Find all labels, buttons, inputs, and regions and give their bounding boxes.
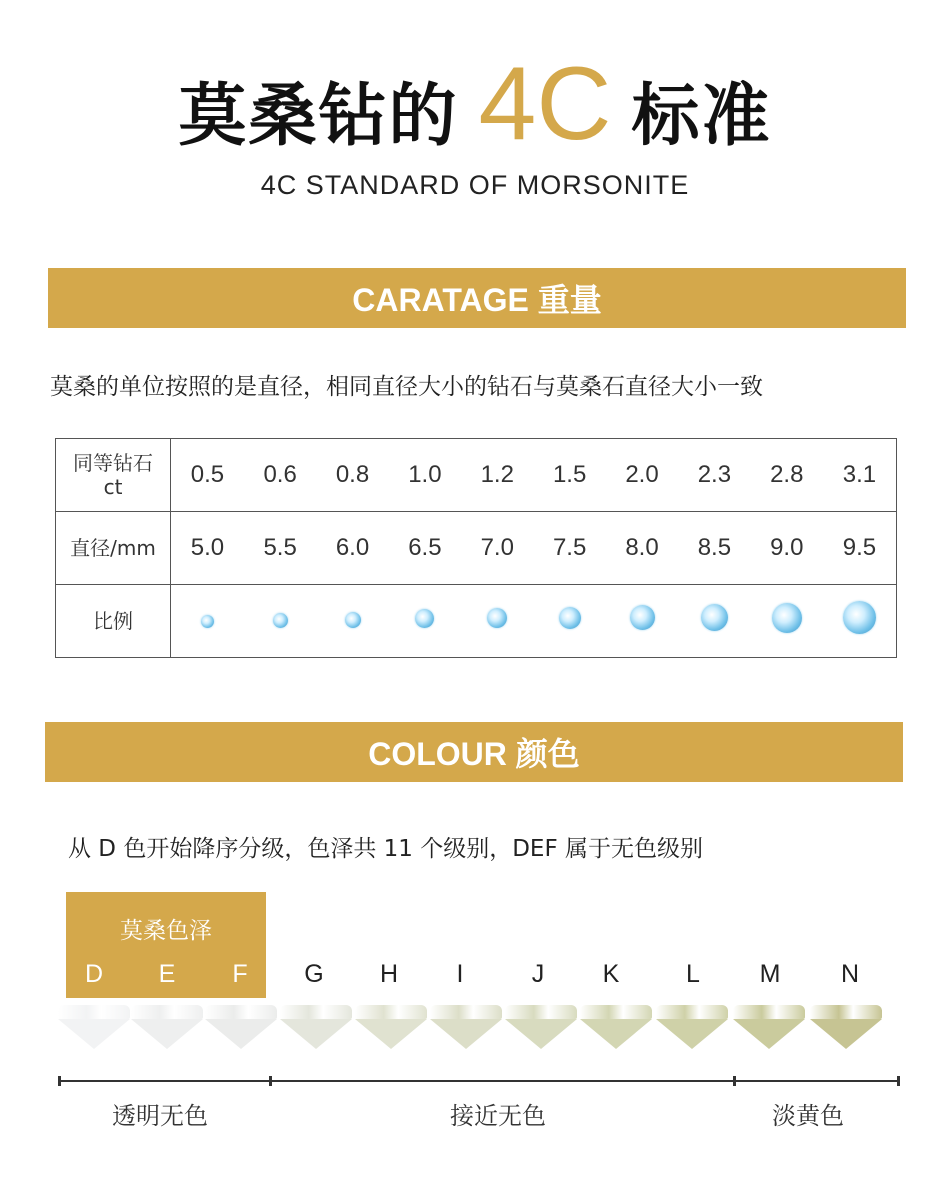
ct-cell: 0.6 [244, 439, 316, 512]
diamond-pavilion [280, 1019, 352, 1049]
diamond-crown [430, 1005, 502, 1019]
diamond-crown [505, 1005, 577, 1019]
diamond-icon [487, 608, 507, 628]
scale-cell [533, 585, 605, 658]
scale-cell [606, 585, 678, 658]
diamond-crown [733, 1005, 805, 1019]
page-title [0, 46, 950, 162]
grade-label-d: D [84, 960, 104, 988]
diamond-crown [355, 1005, 427, 1019]
diamond-icon [355, 1005, 427, 1049]
diamond-icon [415, 609, 434, 628]
colour-note: 从 D 色开始降序分级，色泽共 11 个级别，DEF 属于无色级别 [68, 836, 704, 862]
diamond-icon [733, 1005, 805, 1049]
scale-cell [461, 585, 533, 658]
diamond-crown [131, 1005, 203, 1019]
diamond-pavilion [656, 1019, 728, 1049]
scale-line [58, 1080, 900, 1082]
diamond-icon [559, 607, 581, 629]
title-left: 莫桑钻的 [178, 77, 459, 156]
grade-label-j: J [531, 960, 545, 988]
diamond-icon [810, 1005, 882, 1049]
diamond-crown [580, 1005, 652, 1019]
diamond-crown [280, 1005, 352, 1019]
scale-tick [733, 1076, 736, 1086]
grade-label-f: F [232, 960, 248, 988]
diamond-icon [505, 1005, 577, 1049]
mm-cell: 6.0 [316, 512, 388, 585]
diamond-pavilion [131, 1019, 203, 1049]
table-row-scale [56, 585, 897, 658]
table-row-ct [56, 439, 897, 512]
ct-cell: 3.1 [823, 439, 897, 512]
diamond-pavilion [733, 1019, 805, 1049]
diamond-pavilion [355, 1019, 427, 1049]
mm-cell: 9.0 [751, 512, 823, 585]
diamond-pavilion [810, 1019, 882, 1049]
scale-tick [58, 1076, 61, 1086]
mm-cell: 6.5 [389, 512, 461, 585]
scale-label-colourless: 透明无色 [112, 1102, 208, 1130]
diamond-icon [656, 1005, 728, 1049]
diamond-pavilion [430, 1019, 502, 1049]
scale-label-near-colourless: 接近无色 [450, 1102, 546, 1130]
diamond-icon [201, 615, 214, 628]
diamond-pavilion [580, 1019, 652, 1049]
title-accent: 4C [478, 46, 612, 162]
table-row-mm [56, 512, 897, 585]
row-header-scale: 比例 [56, 585, 171, 658]
diamond-crown [205, 1005, 277, 1019]
diamond-icon [580, 1005, 652, 1049]
grade-label-h: H [379, 960, 399, 988]
ct-cell: 2.0 [606, 439, 678, 512]
mm-cell: 5.5 [244, 512, 316, 585]
row-header-mm: 直径/mm [56, 512, 171, 585]
ct-cell: 1.5 [533, 439, 605, 512]
diamond-icon [772, 603, 802, 633]
mm-cell: 5.0 [171, 512, 244, 585]
mm-cell: 8.0 [606, 512, 678, 585]
scale-cell [244, 585, 316, 658]
grade-label-i: I [456, 960, 464, 988]
diamond-icon [131, 1005, 203, 1049]
grade-label-l: L [686, 960, 700, 988]
diamond-pavilion [205, 1019, 277, 1049]
caratage-table [55, 438, 897, 658]
caratage-note: 莫桑的单位按照的是直径，相同直径大小的钻石与莫桑石直径大小一致 [50, 374, 763, 400]
mm-cell: 7.0 [461, 512, 533, 585]
colour-section-header: COLOUR 颜色 [45, 722, 903, 782]
ct-cell: 1.2 [461, 439, 533, 512]
scale-label-light-yellow: 淡黄色 [772, 1102, 844, 1130]
moissanite-colour-label: 莫桑色泽 [120, 918, 212, 944]
diamond-pavilion [505, 1019, 577, 1049]
diamond-icon [630, 605, 655, 630]
ct-cell: 2.3 [678, 439, 750, 512]
row-header-ct-line1: 同等钻石 [73, 451, 153, 475]
mm-cell: 7.5 [533, 512, 605, 585]
grade-label-n: N [840, 960, 860, 988]
mm-cell: 8.5 [678, 512, 750, 585]
diamond-icon [345, 612, 361, 628]
colour-scale-bar [58, 1076, 900, 1088]
scale-cell [678, 585, 750, 658]
caratage-section-header: CARATAGE 重量 [48, 268, 906, 328]
scale-tick [269, 1076, 272, 1086]
diamond-icon [430, 1005, 502, 1049]
grade-label-g: G [304, 960, 324, 988]
diamond-crown [810, 1005, 882, 1019]
ct-cell: 0.8 [316, 439, 388, 512]
scale-tick [897, 1076, 900, 1086]
ct-cell: 0.5 [171, 439, 244, 512]
row-header-ct-line2: ct [103, 475, 123, 499]
ct-cell: 1.0 [389, 439, 461, 512]
mm-cell: 9.5 [823, 512, 897, 585]
diamond-icon [701, 604, 728, 631]
scale-cell [171, 585, 244, 658]
grade-label-e: E [158, 960, 176, 988]
diamond-icon [205, 1005, 277, 1049]
diamond-icon [280, 1005, 352, 1049]
page-subtitle: 4C STANDARD OF MORSONITE [260, 170, 690, 200]
scale-cell [823, 585, 897, 658]
scale-cell [389, 585, 461, 658]
scale-cell [316, 585, 388, 658]
diamond-icon [843, 601, 876, 634]
diamond-icon [58, 1005, 130, 1049]
scale-cell [751, 585, 823, 658]
diamond-icon [273, 613, 288, 628]
diamond-crown [656, 1005, 728, 1019]
diamond-pavilion [58, 1019, 130, 1049]
grade-label-k: K [602, 960, 620, 988]
title-right: 标准 [631, 77, 772, 156]
ct-cell: 2.8 [751, 439, 823, 512]
row-header-ct [56, 439, 171, 512]
grade-label-m: M [759, 960, 781, 988]
diamond-crown [58, 1005, 130, 1019]
